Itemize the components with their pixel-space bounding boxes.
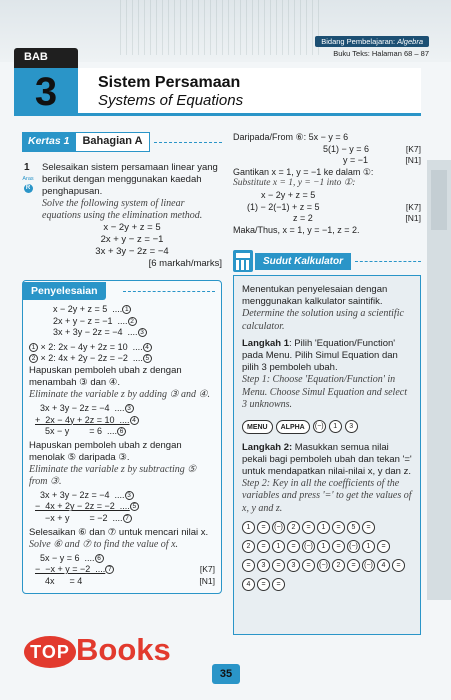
- solution-line: 2 × 2: 4x + 2y − 2z = −2 .... 5: [29, 353, 215, 365]
- calculator-step1-en: Step 1: Choose 'Equation/Function' in Menu. Choose Simul Equation and select 3 unknowns.: [242, 374, 407, 411]
- learning-area-badge: Bidang Pembelajaran: Algebra: [315, 36, 429, 47]
- solution-line: 5x − y = 6 .... 6: [35, 426, 215, 438]
- part-label: Bahagian A: [75, 132, 149, 152]
- solution-text-en: Eliminate the variable z by subtracting ⑤ from ③.: [29, 463, 197, 487]
- calc-key: 3: [287, 559, 300, 572]
- calc-key: 2: [242, 540, 255, 553]
- section-header: [22, 132, 222, 152]
- calculator-step2-en: Step 2: Key in all the coefficients of the variables and press '=' to get the values of x, y and z.: [242, 477, 412, 514]
- question-number: 1: [24, 162, 30, 173]
- solution-line: x − 2y + z = 5 .... 1: [53, 304, 215, 316]
- solution-line: − 4x + 2y − 2z = −2 .... 5: [35, 501, 215, 513]
- equation-1: x − 2y + z = 5: [103, 222, 161, 233]
- key-sequence-row-3: [242, 559, 412, 572]
- textbook-reference: Buku Teks: Halaman 68 – 87: [333, 49, 429, 58]
- calculator-box: [233, 275, 421, 635]
- calculator-intro-ms: Menentukan penyelesaian dengan menggunakan kalkulator saintifik.: [242, 284, 388, 308]
- solution-line: x − 2y + z = 5: [261, 189, 316, 200]
- question-marks: [6 markah/marks]: [148, 258, 222, 269]
- calc-key: (−): [347, 540, 360, 553]
- calc-key: =: [302, 559, 315, 572]
- calculator-title: Sudut Kalkulator: [255, 253, 351, 270]
- solution-line: − −x + y = −2 .... 7 [K7]: [35, 564, 215, 575]
- solution-text-ms: Gantikan x = 1, y = −1 ke dalam ①:: [233, 166, 374, 177]
- calc-key: =: [272, 578, 285, 591]
- calc-key: =: [242, 559, 255, 572]
- solution-line: Daripada/From ⑥: 5x − y = 6: [233, 132, 349, 142]
- calc-key: =: [287, 540, 300, 553]
- solution-line: y = −1 [N1]: [343, 155, 421, 166]
- chapter-title-en: Systems of Equations: [98, 92, 244, 109]
- solution-conclusion: Maka/Thus, x = 1, y = −1, z = 2.: [233, 224, 360, 235]
- page-number: 35: [212, 664, 240, 684]
- calc-key: 4: [377, 559, 390, 572]
- calculator-intro-en: Determine the solution using a scientific calculator.: [242, 308, 404, 332]
- chapter-label: BAB: [14, 48, 78, 68]
- solution-line: (1) − 2(−1) + z = 5 [K7]: [247, 201, 421, 212]
- calc-key: MENU: [242, 420, 273, 434]
- solution-line: 3x + 3y − 2z = −4 .... 3: [35, 490, 215, 502]
- solution-line: 3x + 3y − 2z = −4 .... 3: [35, 403, 215, 415]
- question-text-ms: Selesaikan sistem persamaan linear yang berikut dengan menggunakan kaedah penghapusan.: [42, 162, 218, 197]
- calc-key: =: [332, 540, 345, 553]
- calc-key: (−): [317, 559, 330, 572]
- solution-continued: [233, 132, 421, 236]
- solution-box: [22, 280, 222, 594]
- key-sequence-row-1: [242, 521, 412, 534]
- solution-line: 2x + y − z = −1 .... 2: [53, 316, 215, 328]
- question-text-en: Solve the following system of linear equations using the elimination method.: [42, 198, 203, 221]
- topbooks-logo: [10, 630, 188, 678]
- equation-3: 3x + 3y − 2z = −4: [95, 246, 169, 257]
- solution-text-en: Solve ⑥ and ⑦ to find the value of x.: [29, 538, 179, 550]
- solution-line: 3x + 3y − 2z = −4 .... 3: [53, 327, 215, 339]
- chapter-number: 3: [14, 68, 78, 116]
- calc-key: =: [347, 559, 360, 572]
- solution-heading: Penyelesaian: [23, 282, 106, 300]
- calc-key: =: [257, 578, 270, 591]
- calc-key: 3: [345, 420, 358, 433]
- key-sequence-1: [242, 420, 412, 434]
- calculator-step2-ms: Langkah 2: Masukkan semua nilai pekali bagi pemboleh ubah dan tekan '=' untuk mendapatkan nilai-nilai x, y dan z.: [242, 441, 412, 477]
- calc-key: ALPHA: [276, 420, 310, 434]
- left-column: [22, 132, 222, 594]
- solution-line: + 2x − 4y + 2z = 10 .... 4: [35, 415, 215, 427]
- logo-books: Books: [76, 632, 171, 667]
- calc-key: (−): [313, 420, 326, 433]
- calc-key: =: [377, 540, 390, 553]
- right-column: [233, 132, 421, 635]
- calc-key: 1: [317, 521, 330, 534]
- side-decoration: [427, 160, 451, 600]
- calc-key: =: [332, 521, 345, 534]
- calc-key: 1: [242, 521, 255, 534]
- calc-key: 1: [362, 540, 375, 553]
- calc-key: 1: [317, 540, 330, 553]
- calc-key: 1: [329, 420, 342, 433]
- solution-line: 5(1) − y = 6 [K7]: [323, 143, 421, 154]
- calc-key: 2: [287, 521, 300, 534]
- calc-key: 1: [272, 540, 285, 553]
- calc-key: (−): [302, 540, 315, 553]
- solution-text-ms: Selesaikan ⑥ dan ⑦ untuk mencari nilai x.: [29, 526, 209, 538]
- calc-key: 4: [242, 578, 255, 591]
- calc-key: 3: [257, 559, 270, 572]
- calc-key: =: [302, 521, 315, 534]
- solution-text-ms: Hapuskan pemboleh ubah z dengan menambah ③ dan ④.: [29, 364, 182, 388]
- solution-text-ms: Hapuskan pemboleh ubah z dengan menolak ⑤ daripada ③.: [29, 439, 182, 463]
- equation-2: 2x + y − z = −1: [100, 234, 164, 245]
- calc-key: 2: [332, 559, 345, 572]
- solution-line: 5x − y = 6 .... 6: [35, 553, 215, 565]
- calc-key: (−): [362, 559, 375, 572]
- solution-text-en: Eliminate the variable z by adding ③ and ④.: [29, 388, 210, 400]
- solution-line: 1 × 2: 2x − 4y + 2z = 10 .... 4: [29, 342, 215, 354]
- calc-key: =: [257, 540, 270, 553]
- key-sequence-row-2: [242, 540, 412, 553]
- calc-key: (−): [272, 521, 285, 534]
- chapter-title-bar: [78, 68, 421, 116]
- chapter-title-ms: Sistem Persamaan: [98, 74, 241, 91]
- paper-label: Kertas 1: [22, 132, 75, 152]
- calc-key: 5: [347, 521, 360, 534]
- question-1: [22, 162, 222, 270]
- calculator-step1-ms: Langkah 1: Pilih 'Equation/Function' pada Menu. Pilih Simul Equation dan pilih 3 pemboleh ubah.: [242, 338, 398, 374]
- solution-line: −x + y = −2 .... 7: [35, 513, 215, 525]
- key-sequence-row-4: [242, 578, 412, 591]
- solution-text-en: Substitute x = 1, y = −1 into ①:: [233, 178, 356, 189]
- solution-line: 4x = 4 [N1]: [35, 575, 215, 586]
- level-badge: Aras R: [22, 176, 34, 191]
- calculator-corner-header: [233, 250, 421, 272]
- solution-line: z = 2 [N1]: [293, 213, 421, 224]
- calc-key: =: [392, 559, 405, 572]
- calculator-icon: [233, 250, 253, 272]
- logo-top: TOP: [24, 636, 76, 668]
- calc-key: =: [362, 521, 375, 534]
- calc-key: =: [272, 559, 285, 572]
- calc-key: =: [257, 521, 270, 534]
